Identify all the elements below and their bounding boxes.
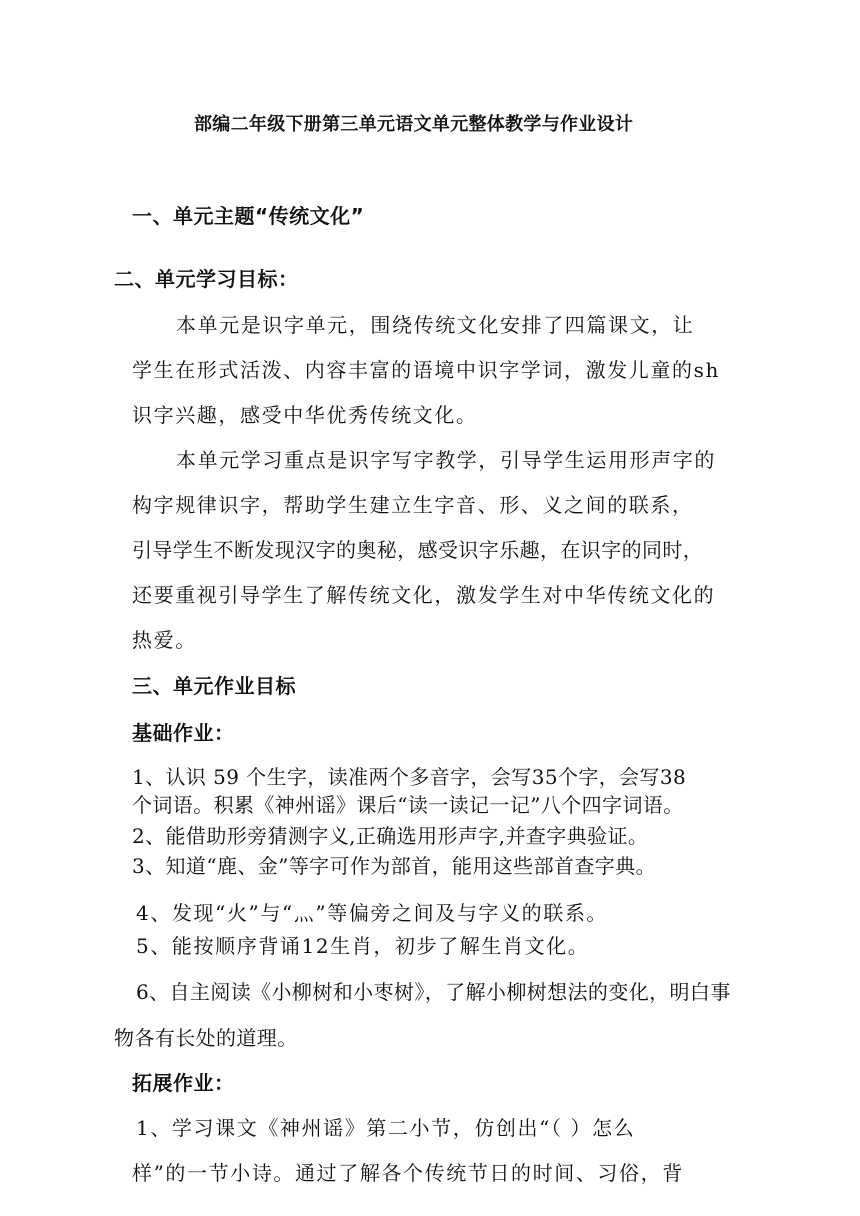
paragraph-2-line-5: 热爱。 xyxy=(132,628,197,652)
paragraph-2-line-2: 构字规律识字，帮助学生建立生字音、形、义之间的联系， xyxy=(132,493,694,517)
paragraph-1-line-1: 本单元是识字单元，围绕传统文化安排了四篇课文，让 xyxy=(176,313,695,337)
paragraph-1-line-3: 识字兴趣，感受中华优秀传统文化。 xyxy=(132,403,478,427)
section-2-heading: 二、单元学习目标： xyxy=(114,267,299,291)
basic-item-6-line-2: 物各有长处的道理。 xyxy=(114,1026,298,1050)
paragraph-2-line-3: 引导学生不断发现汉字的奥秘，感受识字乐趣，在识字的同时， xyxy=(132,538,704,562)
extended-item-1-line-1: 1、学习课文《神州谣》第二小节，仿创出“（ ）怎么 xyxy=(136,1116,636,1140)
basic-item-1-line-2: 个词语。积累《神州谣》课后“读一读记一记”八个四字词语。 xyxy=(132,793,684,817)
basic-item-6-line-1: 6、自主阅读《小柳树和小枣树》，了解小柳树想法的变化，明白事 xyxy=(136,980,731,1004)
basic-item-1-line-1: 1、认识 59 个生字，读准两个多音字，会写35个字，会写38 xyxy=(132,765,687,789)
paragraph-2-line-4: 还要重视引导学生了解传统文化，激发学生对中华传统文化的 xyxy=(132,583,716,607)
section-3-heading: 三、单元作业目标 xyxy=(132,674,296,698)
basic-item-5: 5、能按顺序背诵12生肖，初步了解生肖文化。 xyxy=(136,934,590,958)
basic-homework-heading: 基础作业： xyxy=(132,721,235,745)
extended-item-1-line-2: 样”的一节小诗。通过了解各个传统节日的时间、习俗，背 xyxy=(132,1161,684,1185)
basic-item-3: 3、知道“鹿、金”等字可作为部首，能用这些部首查字典。 xyxy=(132,854,656,878)
section-1-heading: 一、单元主题“传统文化” xyxy=(132,204,365,228)
paragraph-2-line-1: 本单元学习重点是识字写字教学，引导学生运用形声字的 xyxy=(176,448,716,472)
extended-homework-heading: 拓展作业： xyxy=(132,1071,235,1095)
document-title: 部编二年级下册第三单元语文单元整体教学与作业设计 xyxy=(194,114,634,135)
basic-item-4: 4、发现“火”与“灬”等偏旁之间及与字义的联系。 xyxy=(136,901,609,925)
basic-item-2: 2、能借助形旁猜测字义,正确选用形声字,并查字典验证。 xyxy=(132,824,649,848)
paragraph-1-line-2: 学生在形式活泼、内容丰富的语境中识字学词，激发儿童的sh xyxy=(132,358,720,382)
